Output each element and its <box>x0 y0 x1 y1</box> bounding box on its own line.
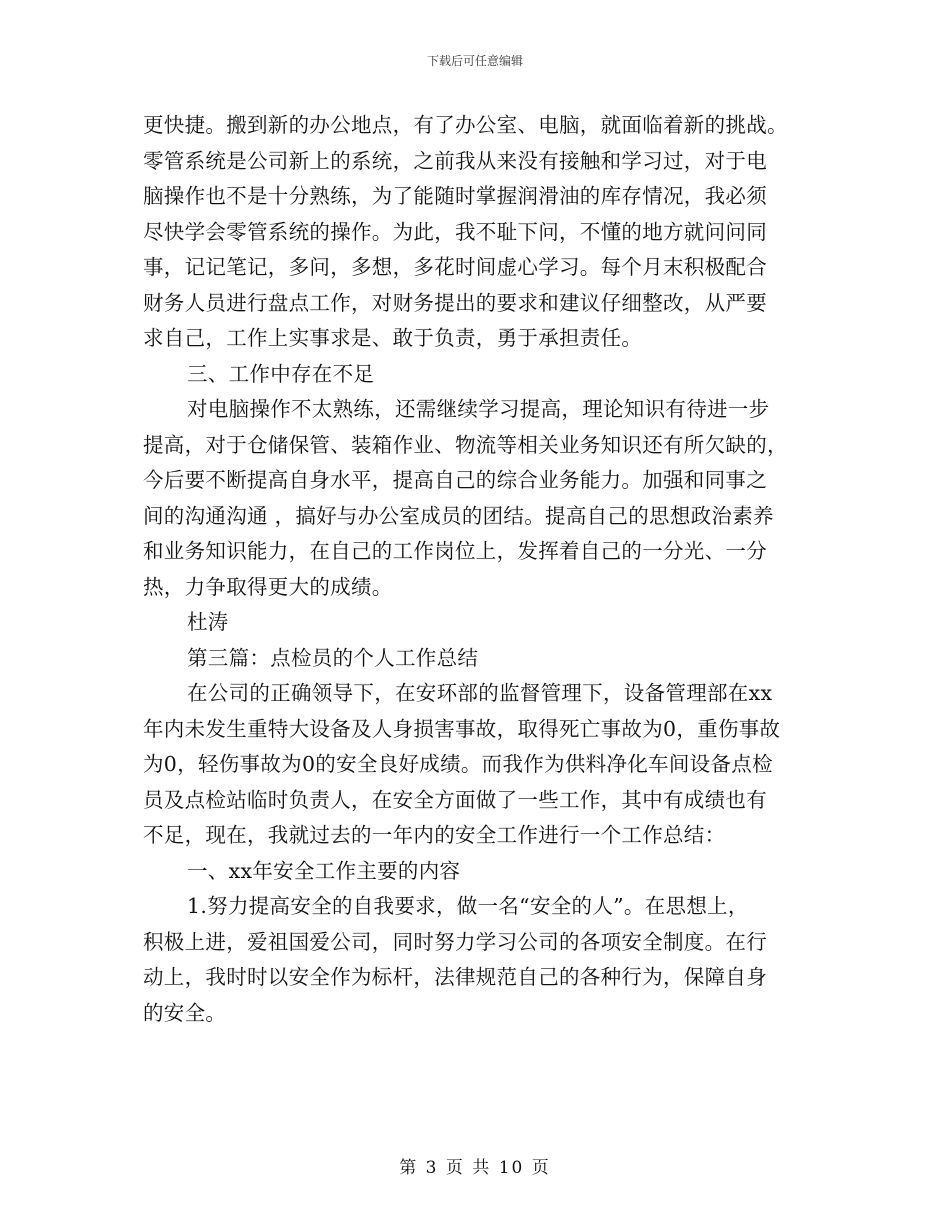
body-line: 脑操作也不是十分熟练，为了能随时掌握润滑油的库存情况，我必须 <box>143 184 767 208</box>
body-line: 1.努力提高安全的自我要求，做一名“安全的人”。在思想上， <box>187 894 749 918</box>
body-line: 提高，对于仓储保管、装箱作业、物流等相关业务知识还有所欠缺的， <box>143 432 788 457</box>
body-line: 间的沟通沟通 ，搞好与办公室成员的团结。提高自己的思想政治素养 <box>143 503 774 528</box>
body-line: 在公司的正确领导下，在安环部的监督管理下，设备管理部在xx <box>187 681 773 705</box>
body-line: 员及点检站临时负责人，在安全方面做了一些工作，其中有成绩也有 <box>143 787 767 812</box>
body-line: 求自己，工作上实事求是、敢于负责，勇于承担责任。 <box>143 326 643 350</box>
document-body <box>143 108 811 1031</box>
body-line: 热，力争取得更大的成绩。 <box>143 574 393 599</box>
body-line: 对电脑操作不太熟练，还需继续学习提高，理论知识有待进一步 <box>187 397 770 421</box>
body-line: 财务人员进行盘点工作，对财务提出的要求和建议仔细整改，从严要 <box>143 290 767 315</box>
author-name: 杜涛 <box>187 610 229 634</box>
section-heading: 三、工作中存在不足 <box>187 361 375 386</box>
body-line: 不足，现在，我就过去的一年内的安全工作进行一个工作总结： <box>143 823 726 847</box>
body-line: 年内未发生重特大设备及人身损害事故，取得死亡事故为0，重伤事故 <box>143 716 781 741</box>
body-line: 积极上进，爱祖国爱公司，同时努力学习公司的各项安全制度。在行 <box>143 929 767 954</box>
body-line: 尽快学会零管系统的操作。为此，我不耻下问，不懂的地方就问问同 <box>143 219 767 244</box>
body-line: 今后要不断提高自身水平，提高自己的综合业务能力。加强和同事之 <box>143 468 767 492</box>
body-line: 更快捷。搬到新的办公地点，有了办公室、电脑，就面临着新的挑战。 <box>143 113 788 137</box>
body-line: 和业务知识能力，在自己的工作岗位上，发挥着自己的一分光、一分 <box>143 539 767 563</box>
chapter-title: 第三篇：点检员的个人工作总结 <box>187 645 479 670</box>
body-line: 零管系统是公司新上的系统，之前我从来没有接触和学习过，对于电 <box>143 148 767 173</box>
section-heading: 一、xx年安全工作主要的内容 <box>187 858 461 883</box>
body-line: 事，记记笔记，多问，多想，多花时间虚心学习。每个月末积极配合 <box>143 255 767 279</box>
page-number: 第 3 页 共 10 页 <box>399 1158 551 1178</box>
body-line: 的安全。 <box>143 1000 227 1025</box>
page-header-note: 下载后可任意编辑 <box>426 54 523 68</box>
body-line: 动上，我时时以安全作为标杆，法律规范自己的各种行为，保障自身 <box>143 965 767 989</box>
body-line: 为0，轻伤事故为0的安全良好成绩。而我作为供料净化车间设备点检 <box>143 752 773 776</box>
